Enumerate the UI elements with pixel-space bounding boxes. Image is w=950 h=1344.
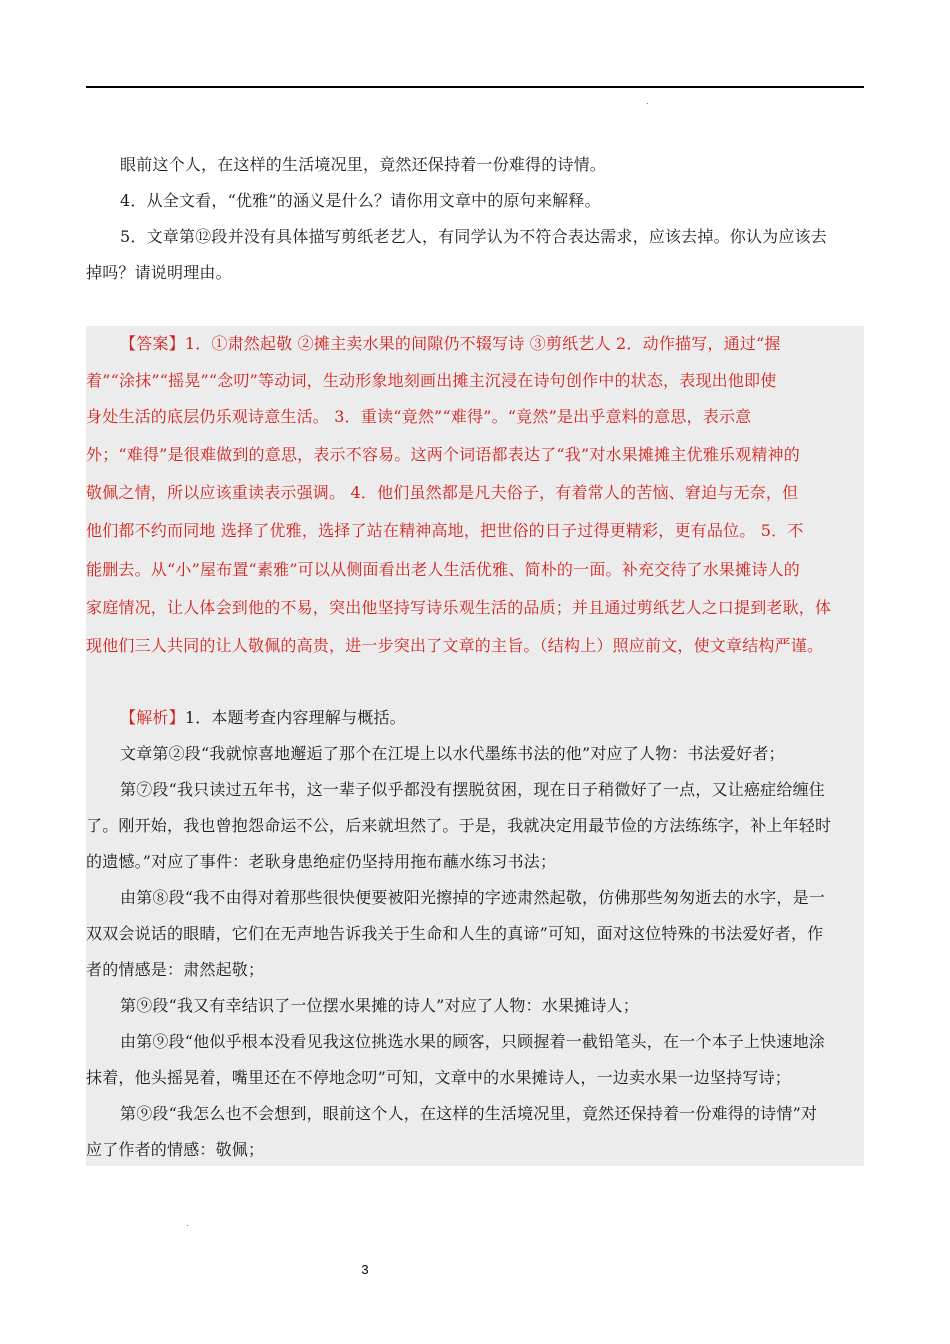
page-number: 3 [361, 1262, 369, 1277]
answer-line: 他们都不约而同地 选择了优雅，选择了站在精神高地，把世俗的日子过得更精彩，更有品位。 5．不 [86, 521, 804, 540]
analysis-line: 第⑨段“我怎么也不会想到，眼前这个人，在这样的生活境况里，竟然还保持着一份难得的诗情”对 [120, 1104, 818, 1123]
analysis-line: 抹着，他头摇晃着，嘴里还在不停地念叨”可知，文章中的水果摊诗人，一边卖水果一边坚持写诗； [86, 1068, 791, 1087]
header-rule [86, 86, 864, 88]
answer-text: 1．①肃然起敬 ②摊主卖水果的间隙仍不辍写诗 ③剪纸艺人 2．动作描写，通过“握 [184, 334, 781, 353]
analysis-line: 了。刚开始，我也曾抱怨命运不公，后来就坦然了。于是，我就决定用最节俭的方法练练字，补上年轻时 [86, 816, 832, 835]
analysis-line: 的遗憾。”对应了事件：老耿身患绝症仍坚持用拖布蘸水练习书法； [86, 852, 557, 871]
analysis-first-line [120, 707, 898, 729]
analysis-line: 者的情感是：肃然起敬； [86, 960, 265, 979]
analysis-line: 文章第②段“我就惊喜地邂逅了那个在江堤上以水代墨练书法的他”对应了人物：书法爱好者； [120, 744, 785, 763]
analysis-line: 第⑨段“我又有幸结识了一位摆水果摊的诗人”对应了人物：水果摊诗人； [120, 996, 639, 1015]
answer-line: 能删去。从“小”屋布置“素雅”可以从侧面看出老人生活优雅、简朴的一面。补充交待了水果摊诗人的 [86, 560, 800, 579]
answer-line: 着”“涂抹”“摇晃”“念叨”等动词，生动形象地刻画出摊主沉浸在诗句创作中的状态，表现出他即使 [86, 371, 777, 390]
answer-tag: 【答案】 [120, 334, 185, 353]
header-dot: . [646, 97, 649, 106]
question-5-cont: 掉吗？请说明理由。 [86, 263, 232, 282]
analysis-line: 由第⑧段“我不由得对着那些很快便要被阳光擦掉的字迹肃然起敬，仿佛那些匆匆逝去的水字，是一 [120, 888, 825, 907]
answer-line: 家庭情况，让人体会到他的不易，突出他坚持写诗乐观生活的品质；并且通过剪纸艺人之口提到老耿，体 [86, 598, 832, 617]
analysis-tag: 【解析】 [120, 708, 185, 727]
answer-line: 身处生活的底层仍乐观诗意生活。 3．重读“竟然”“难得”。“竟然”是出乎意料的意思，表示意 [86, 407, 752, 426]
answer-line: 现他们三人共同的让人敬佩的高贵，进一步突出了文章的主旨。（结构上）照应前文，使文章结构严谨。 [86, 636, 824, 655]
footer-dot: . [186, 1219, 189, 1228]
answer-first-line [120, 333, 898, 355]
analysis-text: 1．本题考查内容理解与概括。 [184, 708, 406, 727]
analysis-line: 第⑦段“我只读过五年书，这一辈子似乎都没有摆脱贫困，现在日子稍微好了一点，又让癌症给缠住 [120, 780, 825, 799]
question-5: 5．文章第⑫段并没有具体描写剪纸老艺人，有同学认为不符合表达需求，应该去掉。你认为应该去 [120, 227, 827, 246]
answer-line: 外；“难得”是很难做到的意思，表示不容易。这两个词语都表达了“我”对水果摊摊主优雅乐观精神的 [86, 445, 800, 464]
question-4: 4．从全文看，“优雅”的涵义是什么？请你用文章中的原句来解释。 [120, 191, 601, 210]
analysis-line: 双双会说话的眼睛，它们在无声地告诉我关于生命和人生的真谛”可知，面对这位特殊的书法爱好者，作 [86, 924, 824, 943]
analysis-line: 由第⑨段“他似乎根本没看见我这位挑选水果的顾客，只顾握着一截铅笔头，在一个本子上快速地涂 [120, 1032, 825, 1051]
answer-line: 敬佩之情，所以应该重读表示强调。 4．他们虽然都是凡夫俗子，有着常人的苦恼、窘迫与无奈，但 [86, 483, 799, 502]
analysis-line: 应了作者的情感：敬佩； [86, 1140, 265, 1159]
question-line: 眼前这个人，在这样的生活境况里，竟然还保持着一份难得的诗情。 [120, 155, 607, 174]
